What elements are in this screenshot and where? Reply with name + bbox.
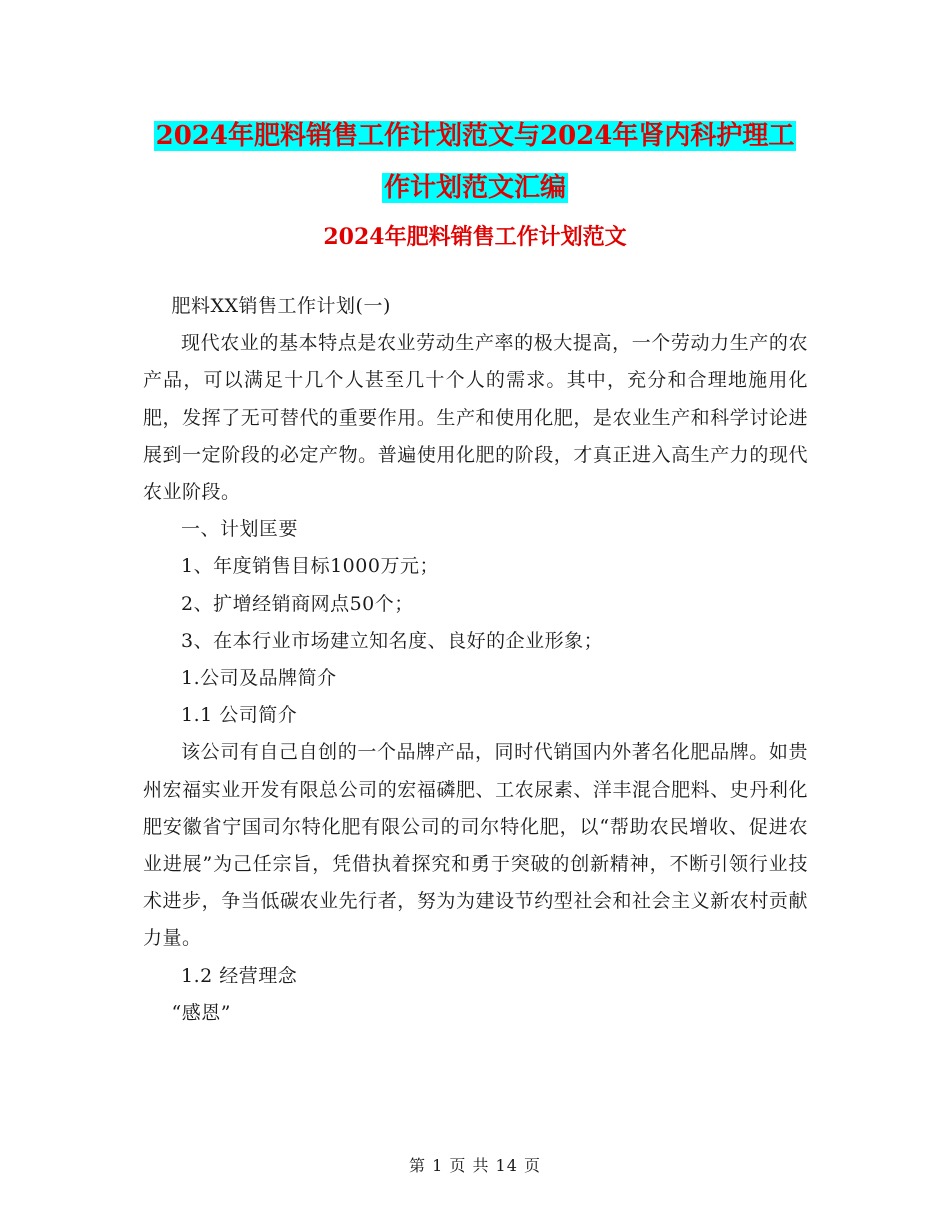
- document-title-line-1: [0, 110, 950, 162]
- paragraph-company-intro: 该公司有自己自创的一个品牌产品，同时代销国内外著名化肥品牌。如贵州宏福实业开发有限总公司的宏福磷肥、工农尿素、洋丰混合肥料、史丹利化肥安徽省宁国司尔特化肥有限公司的司尔特化肥，以“帮助农民增收、促进农业进展”为己任宗旨，凭借执着探究和勇于突破的创新精神，不断引领行业技术进步，争当低碳农业先行者，努为为建设节约型社会和社会主义新农村贡献力量。: [143, 741, 808, 950]
- paragraph-plan-heading: 肥料XX销售工作计划(一): [171, 295, 391, 317]
- title-highlight: 作计划范文汇编: [383, 173, 566, 203]
- paragraph-company-heading: 1.公司及品牌简介: [181, 667, 337, 690]
- paragraph-outline-heading: 一、计划匡要: [181, 518, 299, 541]
- paragraph-goal-1: 1、年度销售目标1000万元；: [181, 555, 439, 578]
- paragraph-gratitude: “感恩”: [171, 1001, 231, 1024]
- title-highlight: 2024年肥料销售工作计划范文与2024年肾内科护理工: [155, 121, 795, 151]
- page-footer: 第 1 页 共 14 页: [409, 1156, 541, 1175]
- paragraph-philosophy-heading: 1.2 经营理念: [181, 964, 298, 987]
- paragraph-goal-2: 2、扩增经销商网点50个；: [181, 592, 414, 615]
- document-body: [143, 288, 808, 1032]
- document-title: [0, 110, 950, 214]
- paragraph-intro: 现代农业的基本特点是农业劳动生产率的极大提高，一个劳动力生产的农产品，可以满足十几个人甚至几十个人的需求。其中，充分和合理地施用化肥，发挥了无可替代的重要作用。生产和使用化肥，是农业生产和科学讨论进展到一定阶段的必定产物。普遍使用化肥的阶段，才真正进入高生产力的现代农业阶段。: [143, 332, 808, 504]
- section-title: 2024年肥料销售工作计划范文: [323, 224, 627, 250]
- paragraph-company-subheading: 1.1 公司简介: [181, 704, 298, 727]
- paragraph-goal-3: 3、在本行业市场建立知名度、良好的企业形象；: [181, 629, 604, 652]
- document-title-line-2: [0, 162, 950, 214]
